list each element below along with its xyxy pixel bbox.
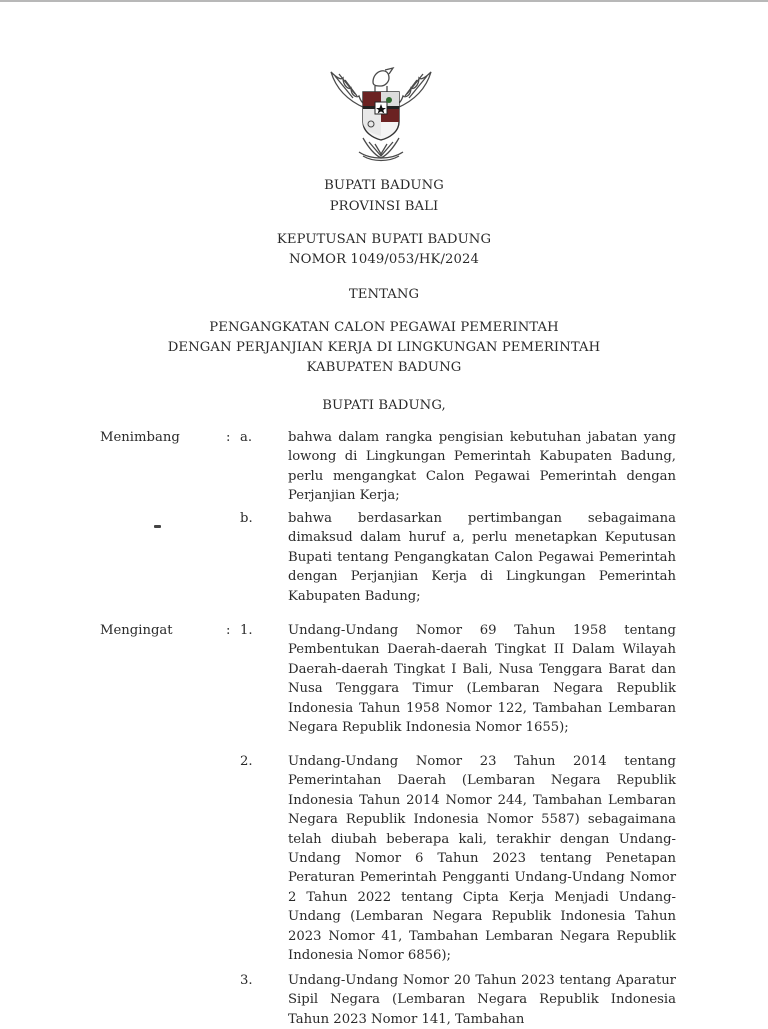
subject-line-2: DENGAN PERJANJIAN KERJA DI LINGKUNGAN PEMERINTAH [167,340,601,355]
subject-line-3: KABUPATEN BADUNG [306,360,462,375]
menimbang-colon: : [226,430,231,445]
mengingat-marker-2: 2. [240,754,253,769]
menimbang-marker-b: b. [240,511,253,526]
mengingat-colon: : [226,623,231,638]
mengingat-marker-1: 1. [240,623,253,638]
province-title: PROVINSI BALI [329,199,439,214]
mengingat-marker-3: 3. [240,973,253,988]
mengingat-item-3: Undang-Undang Nomor 20 Tahun 2023 tentang Aparatur Sipil Negara (Lembaran Negara Republik Indonesia Tahun 2023 Nomor 141, Tambahan [288,973,676,1027]
mengingat-item-2: Undang-Undang Nomor 23 Tahun 2014 tentang Pemerintahan Daerah (Lembaran Negara Republik Indonesia Tahun 2014 Nomor 244, Tambahan Lembaran Negara Republik Indonesia Nomor 5587) sebagaimana telah diubah beberapa kali, terakhir dengan Undang-Undang Nomor 6 Tahun 2023 tentang Penetapan Peraturan Pemerintah Pengganti Undang-Undang Nomor 2 Tahun 2022 tentang Cipta Kerja Menjadi Undang-Undang (Lembaran Negara Republik Indonesia Tahun 2023 Nomor 41, Tambahan Lembaran Negara Republik Indonesia Nomor 6856); [288,754,676,964]
issuer-title: BUPATI BADUNG [324,178,444,193]
menimbang-label: Menimbang [100,430,180,445]
issuer-heading: BUPATI BADUNG, [322,398,446,413]
subject-line-1: PENGANGKATAN CALON PEGAWAI PEMERINTAH [209,320,559,335]
page-top-edge [0,0,768,2]
mengingat-label: Mengingat [100,623,173,638]
decree-number: NOMOR 1049/053/HK/2024 [289,252,479,267]
decree-title: KEPUTUSAN BUPATI BADUNG [276,232,492,247]
mengingat-item-1: Undang-Undang Nomor 69 Tahun 1958 tentang Pembentukan Daerah-daerah Tingkat II Dalam Wilayah Daerah-daerah Tingkat I Bali, Nusa Tenggara Barat dan Nusa Tenggara Timur (Lembaran Negara Republik Indonesia Tahun 1958 Nomor 122, Tambahan Lembaran Negara Republik Indonesia Nomor 1655); [288,623,676,736]
menimbang-marker-a: a. [240,430,253,445]
garuda-emblem-icon [323,52,439,168]
scan-speck [154,525,161,528]
menimbang-item-b: bahwa berdasarkan pertimbangan sebagaimana dimaksud dalam huruf a, perlu menetapkan Keputusan Bupati tentang Pengangkatan Calon Pegawai Pemerintah dengan Perjanjian Kerja di Lingkungan Pemerintah Kabupaten Badung; [288,511,676,604]
menimbang-item-a: bahwa dalam rangka pengisian kebutuhan jabatan yang lowong di Lingkungan Pemerintah Kabupaten Badung, perlu mengangkat Calon Pegawai Pemerintah dengan Perjanjian Kerja; [288,430,676,504]
about-heading: TENTANG [348,287,420,302]
